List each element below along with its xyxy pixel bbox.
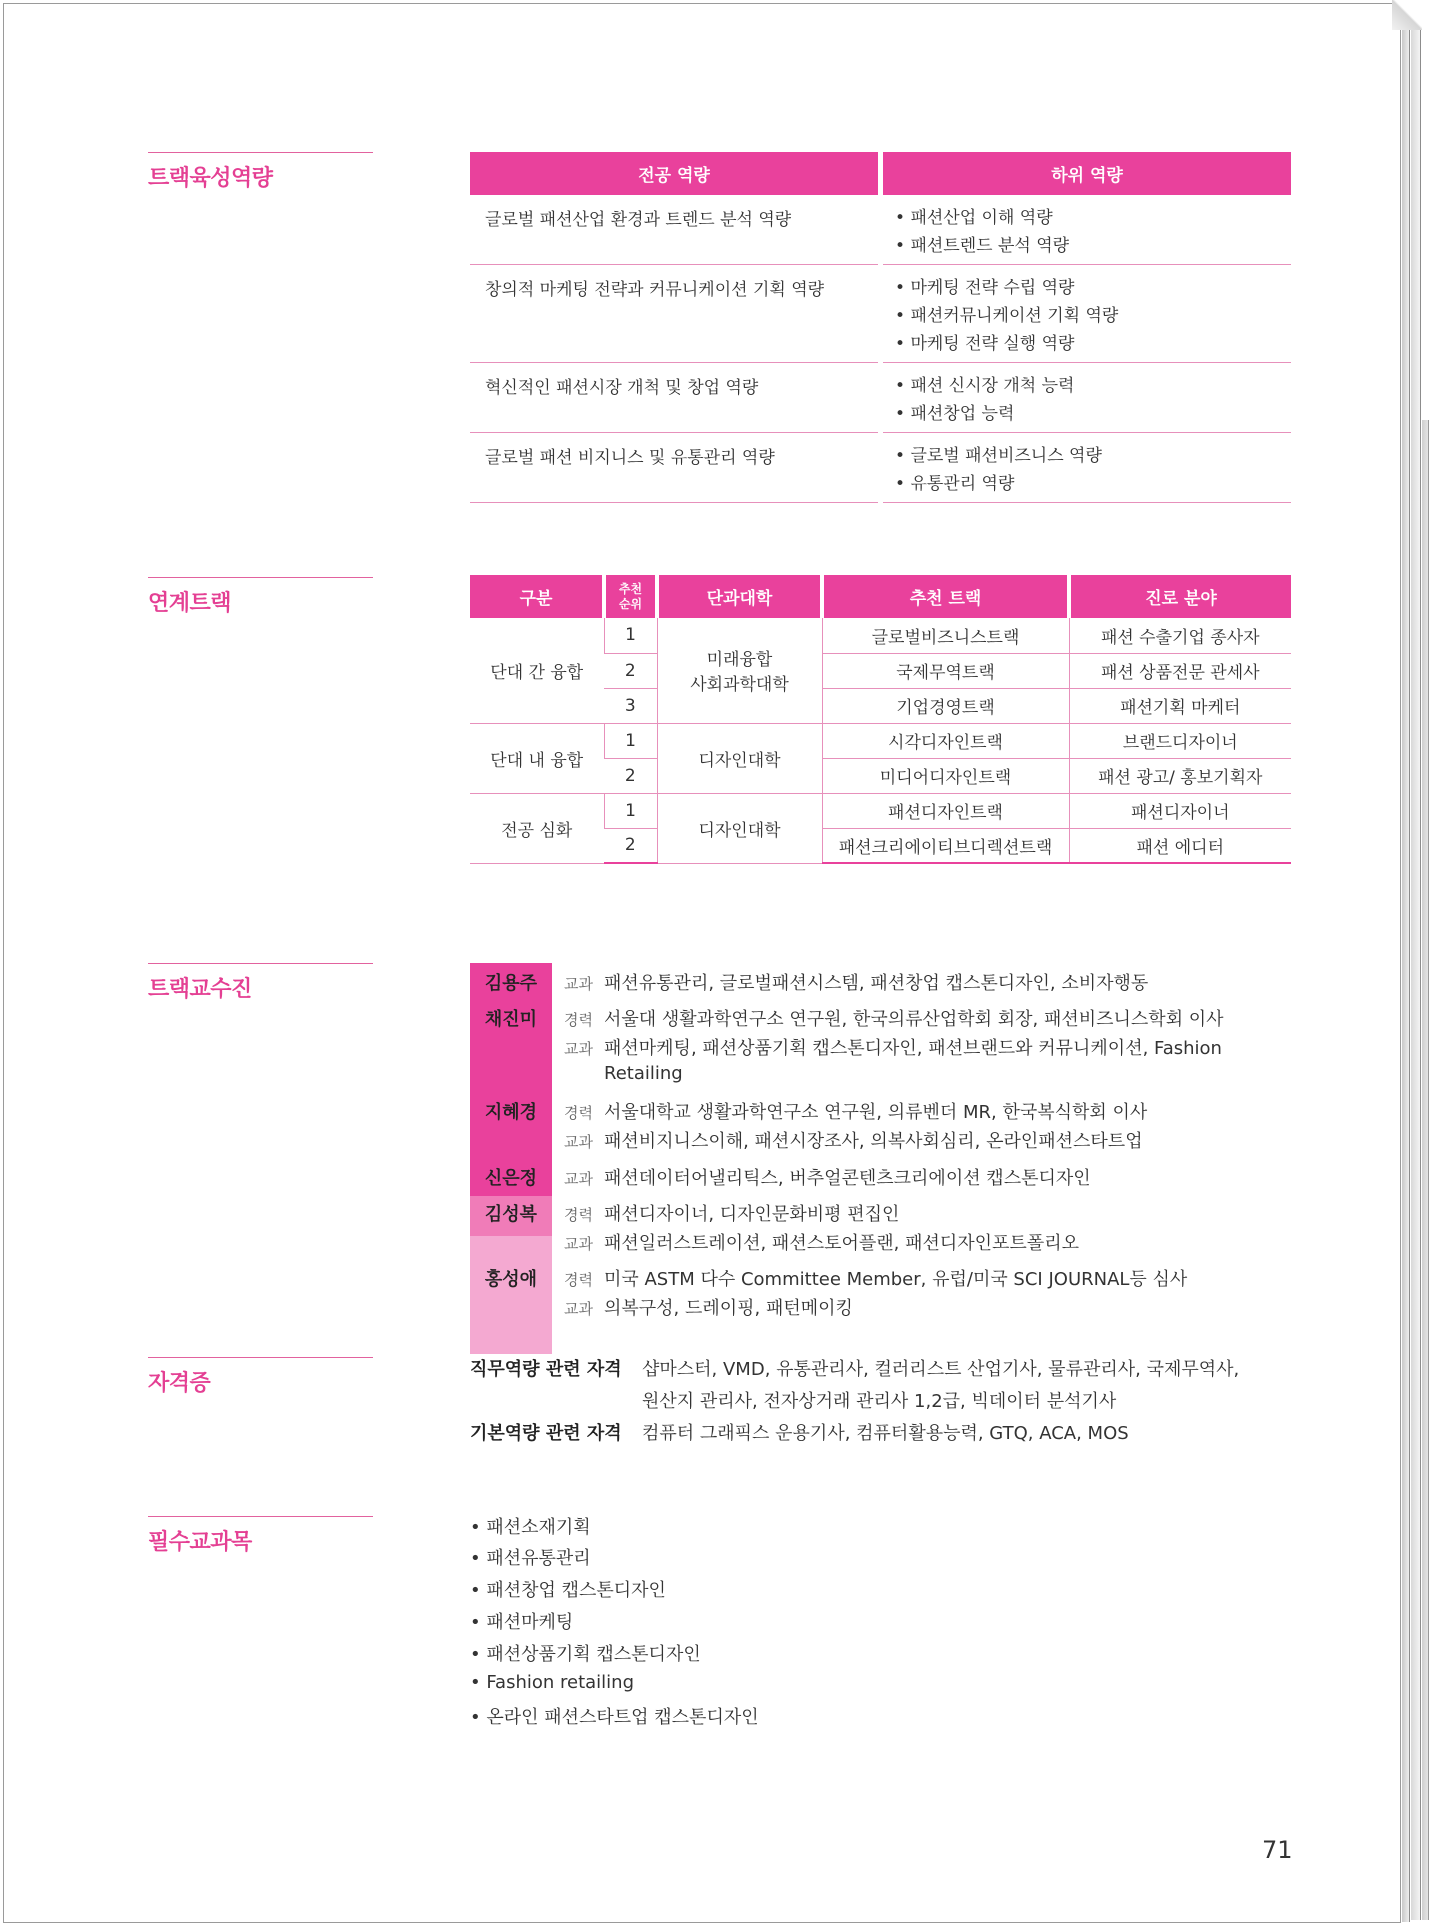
faculty-info-text: 서울대 생활과학연구소 연구원, 한국의류산업학회 회장, 패션비즈니스학회 이사 (604, 1009, 1224, 1030)
track-cell: 기업경영트랙 (822, 688, 1069, 723)
header-major-competency: 전공 역량 (470, 152, 878, 195)
faculty-info-text: 패션유통관리, 글로벌패션시스템, 패션창업 캡스톤디자인, 소비자행동 (604, 973, 1149, 994)
section-label-competency: 트랙육성역량 (148, 152, 373, 192)
header-rank (604, 575, 657, 618)
rank-cell: 1 (604, 793, 657, 828)
table-row (470, 793, 1291, 828)
career-cell: 패션 광고/ 홍보기획자 (1069, 758, 1291, 793)
faculty-info-text: 미국 ASTM 다수 Committee Member, 유럽/미국 SCI JOURNAL등 심사 (604, 1269, 1188, 1290)
faculty-info-line (564, 1098, 1147, 1124)
faculty-info-line (564, 1164, 1091, 1190)
career-cell: 브랜드디자이너 (1069, 723, 1291, 758)
major-competency: 글로벌 패션산업 환경과 트렌드 분석 역량 (470, 195, 878, 265)
major-competency: 글로벌 패션 비지니스 및 유통관리 역량 (470, 433, 878, 503)
required-course-item: • 패션마케팅 (470, 1608, 573, 1634)
track-cell: 국제무역트랙 (822, 653, 1069, 688)
required-course-item: • 패션유통관리 (470, 1544, 591, 1570)
faculty-tag: 교과 (564, 1133, 593, 1151)
certificate-job-label: 직무역량 관련 자격 (470, 1359, 622, 1380)
sub-competency-list (883, 433, 1291, 503)
faculty-tag: 교과 (564, 1040, 593, 1058)
faculty-name: 김용주 (484, 973, 538, 994)
sub-competency-item: • 패션트렌드 분석 역량 (895, 232, 1291, 260)
category-cell: 전공 심화 (470, 793, 604, 863)
faculty-tag: 경력 (564, 1271, 593, 1289)
faculty-name: 지혜경 (484, 1102, 538, 1123)
category-cell: 단대 내 융합 (470, 723, 604, 793)
career-cell: 패션디자이너 (1069, 793, 1291, 828)
faculty-tag: 경력 (564, 1206, 593, 1224)
faculty-info-text: 패션비지니스이해, 패션시장조사, 의복사회심리, 온라인패션스타트업 (604, 1131, 1143, 1152)
rank-cell: 1 (604, 723, 657, 758)
sub-competency-item: • 패션산업 이해 역량 (895, 204, 1291, 232)
sub-competency-list (883, 195, 1291, 265)
linked-track-table (470, 575, 1291, 864)
page-corner-fold (1392, 0, 1422, 30)
faculty-name-band-light (470, 1236, 552, 1354)
certificate-job-row-cont: 원산지 관리사, 전자상거래 관리사 1,2급, 빅데이터 분석기사 (642, 1391, 1117, 1412)
faculty-info-text: 서울대학교 생활과학연구소 연구원, 의류벤더 MR, 한국복식학회 이사 (604, 1102, 1148, 1123)
competency-row (470, 195, 1291, 265)
career-cell: 패션기획 마케터 (1069, 688, 1291, 723)
major-competency: 혁신적인 패션시장 개척 및 창업 역량 (470, 363, 878, 433)
college-line: 미래융합 (706, 650, 773, 671)
sub-competency-item: • 패션 신시장 개척 능력 (895, 372, 1291, 400)
faculty-name: 채진미 (484, 1009, 538, 1030)
header-sub-competency: 하위 역량 (883, 152, 1291, 195)
faculty-tag: 경력 (564, 1104, 593, 1122)
competency-row (470, 363, 1291, 433)
career-cell: 패션 에디터 (1069, 828, 1291, 863)
sub-competency-list (883, 265, 1291, 363)
faculty-info-line (564, 1229, 1079, 1255)
track-cell: 미디어디자인트랙 (822, 758, 1069, 793)
college-line: 사회과학대학 (690, 675, 789, 696)
page-number: 71 (1262, 1836, 1293, 1864)
college-cell: 디자인대학 (657, 723, 822, 793)
page-stack-edge (1402, 8, 1410, 1922)
certificate-job-row (470, 1355, 1239, 1381)
sub-competency-item: • 유통관리 역량 (895, 470, 1291, 498)
track-cell: 글로벌비즈니스트랙 (822, 618, 1069, 653)
faculty-tag: 경력 (564, 1011, 593, 1029)
faculty-info-text: 패션일러스트레이션, 패션스토어플랜, 패션디자인포트폴리오 (604, 1233, 1079, 1254)
faculty-tag: 교과 (564, 1170, 593, 1188)
certificate-basic-text: 컴퓨터 그래픽스 운용기사, 컴퓨터활용능력, GTQ, ACA, MOS (642, 1423, 1129, 1444)
certificate-basic-label: 기본역량 관련 자격 (470, 1423, 622, 1444)
faculty-info-line (564, 1294, 853, 1320)
header-college: 단과대학 (657, 575, 822, 618)
faculty-name: 김성복 (484, 1204, 538, 1225)
rank-cell: 2 (604, 758, 657, 793)
required-course-item: • 패션소재기획 (470, 1513, 591, 1539)
faculty-tag: 교과 (564, 1235, 593, 1253)
faculty-info-text: 패션데이터어낼리틱스, 버추얼콘텐츠크리에이션 캡스톤디자인 (604, 1168, 1091, 1189)
section-label-faculty: 트랙교수진 (148, 963, 373, 1003)
faculty-name-band-dark (470, 963, 552, 1196)
faculty-info-line (564, 969, 1148, 995)
faculty-tag: 교과 (564, 1300, 593, 1318)
college-cell (657, 618, 822, 723)
faculty-info-line (564, 1034, 1222, 1060)
rank-cell: 2 (604, 653, 657, 688)
table-row (470, 618, 1291, 653)
track-cell: 패션디자인트랙 (822, 793, 1069, 828)
section-label-linked-track: 연계트랙 (148, 577, 373, 617)
faculty-name: 홍성애 (484, 1269, 538, 1290)
major-competency: 창의적 마케팅 전략과 커뮤니케이션 기획 역량 (470, 265, 878, 363)
certificate-basic-row (470, 1419, 1129, 1445)
track-table-header (470, 575, 1291, 618)
header-career: 진로 분야 (1069, 575, 1291, 618)
faculty-info-text: 패션디자이너, 디자인문화비평 편집인 (604, 1204, 900, 1225)
sub-competency-item: • 마케팅 전략 수립 역량 (895, 274, 1291, 302)
competency-table (470, 152, 1291, 503)
faculty-info-text: 의복구성, 드레이핑, 패턴메이킹 (604, 1298, 853, 1319)
table-row (470, 723, 1291, 758)
faculty-info-text: 패션마케팅, 패션상품기획 캡스톤디자인, 패션브랜드와 커뮤니케이션, Fashion (604, 1038, 1222, 1059)
section-label-certificates: 자격증 (148, 1357, 373, 1397)
header-track: 추천 트랙 (822, 575, 1069, 618)
competency-row (470, 265, 1291, 363)
certificate-job-text: 샵마스터, VMD, 유통관리사, 컬러리스트 산업기사, 물류관리사, 국제무역사, (642, 1359, 1240, 1380)
sub-competency-item: • 마케팅 전략 실행 역량 (895, 330, 1291, 358)
page-stack-edge (1411, 22, 1421, 1920)
faculty-info-line (564, 1063, 683, 1084)
faculty-info-text: Retailing (604, 1063, 683, 1084)
required-course-item: • Fashion retailing (470, 1672, 634, 1693)
faculty-info-line (564, 1005, 1224, 1031)
header-rank-line2: 순위 (618, 596, 643, 611)
rank-cell: 3 (604, 688, 657, 723)
sub-competency-item: • 패션커뮤니케이션 기획 역량 (895, 302, 1291, 330)
required-course-item: • 온라인 패션스타트업 캡스톤디자인 (470, 1703, 759, 1729)
section-label-required-courses: 필수교과목 (148, 1516, 373, 1556)
rank-cell: 1 (604, 618, 657, 653)
page-stack-edge (1422, 420, 1429, 1920)
required-course-item: • 패션상품기획 캡스톤디자인 (470, 1640, 701, 1666)
faculty-tag: 교과 (564, 975, 593, 993)
rank-cell: 2 (604, 828, 657, 863)
career-cell: 패션 상품전문 관세사 (1069, 653, 1291, 688)
competency-row (470, 433, 1291, 503)
track-cell: 시각디자인트랙 (822, 723, 1069, 758)
required-course-item: • 패션창업 캡스톤디자인 (470, 1576, 666, 1602)
sub-competency-list (883, 363, 1291, 433)
competency-table-header (470, 152, 1291, 195)
faculty-info-line (564, 1265, 1187, 1291)
track-cell: 패션크리에이티브디렉션트랙 (822, 828, 1069, 863)
faculty-name: 신은정 (484, 1168, 538, 1189)
college-cell: 디자인대학 (657, 793, 822, 863)
header-rank-line1: 추천 (618, 581, 643, 596)
sub-competency-item: • 글로벌 패션비즈니스 역량 (895, 442, 1291, 470)
faculty-info-line (564, 1200, 899, 1226)
header-category: 구분 (470, 575, 604, 618)
category-cell: 단대 간 융합 (470, 618, 604, 723)
sub-competency-item: • 패션창업 능력 (895, 400, 1291, 428)
career-cell: 패션 수출기업 종사자 (1069, 618, 1291, 653)
faculty-info-line (564, 1127, 1143, 1153)
